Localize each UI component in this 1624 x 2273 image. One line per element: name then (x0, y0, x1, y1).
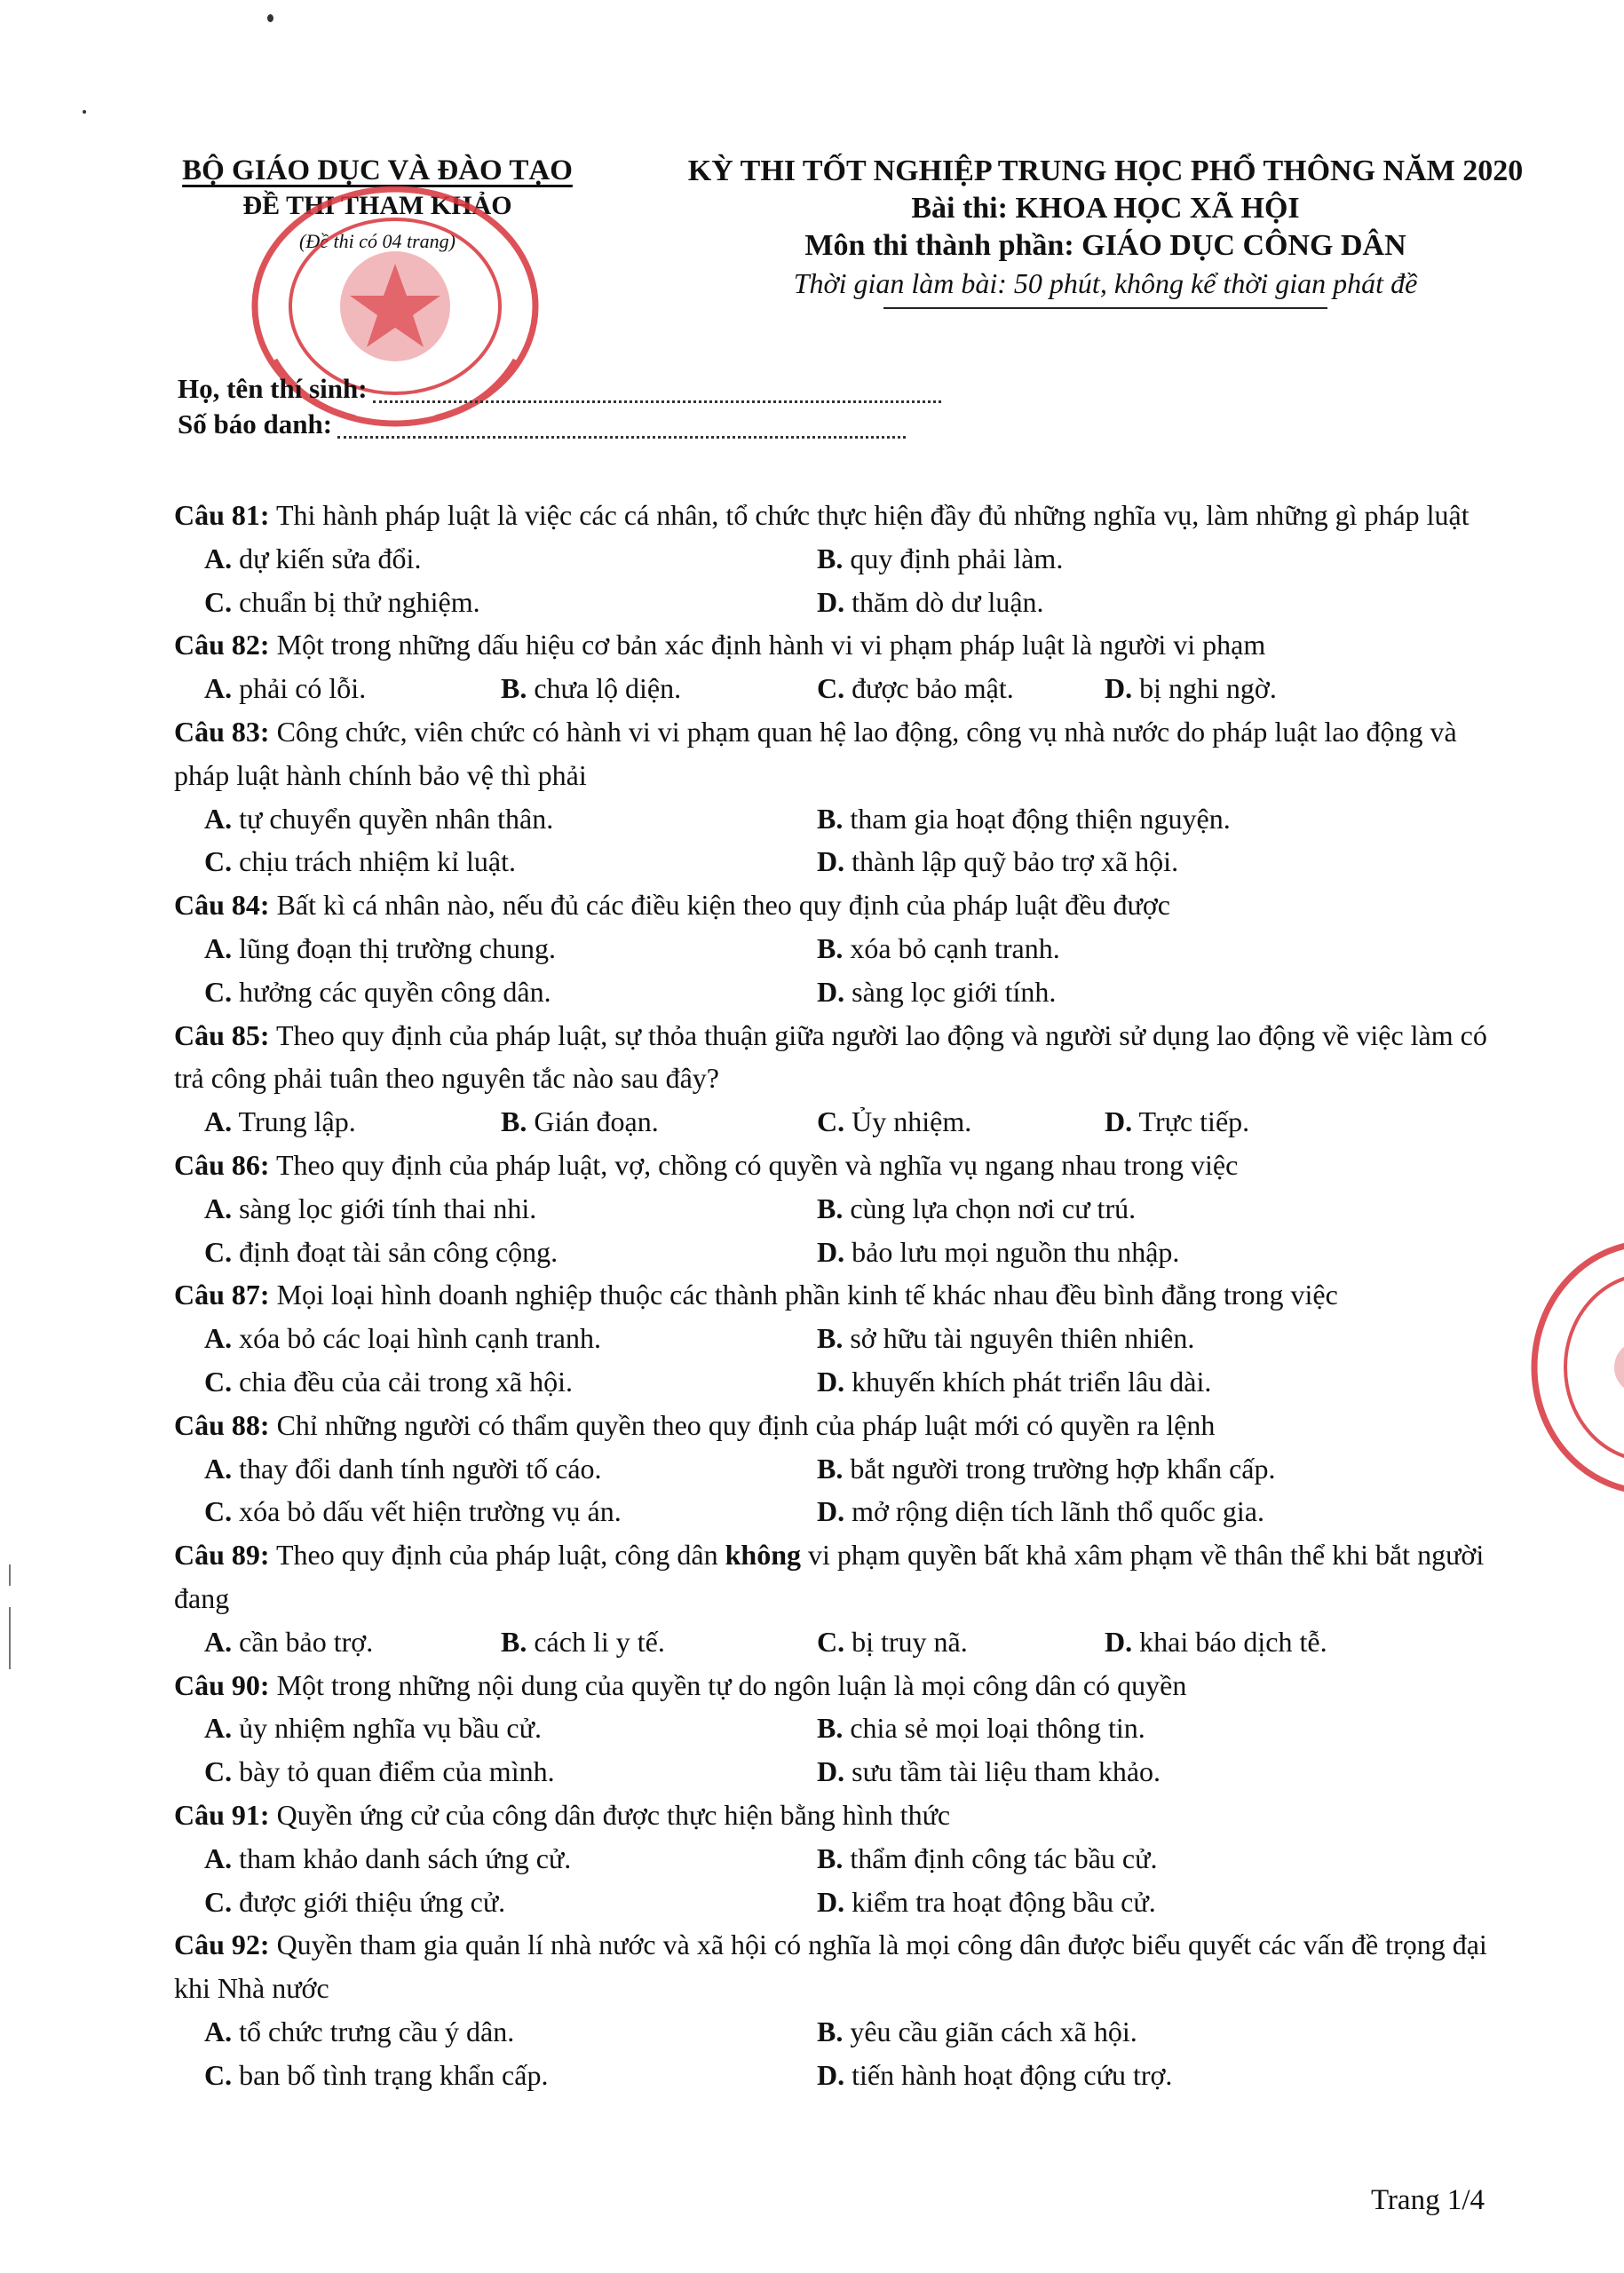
option-b[interactable]: B. Gián đoạn. (501, 1105, 659, 1138)
option-b[interactable]: B. quy định phải làm. (817, 542, 1064, 574)
option-b[interactable]: B. sở hữu tài nguyên thiên nhiên. (817, 1322, 1195, 1355)
scan-speck (267, 14, 273, 22)
candidate-name-field[interactable] (373, 379, 941, 403)
option-d[interactable]: D. tiến hành hoạt động cứu trợ. (817, 2058, 1173, 2091)
option-d[interactable]: D. sưu tầm tài liệu tham khảo. (817, 1755, 1161, 1788)
option-c[interactable]: C. được bảo mật. (817, 672, 1014, 705)
option-c[interactable]: C. xóa bỏ dấu vết hiện trường vụ án. (204, 1495, 622, 1528)
option-d[interactable]: D. thành lập quỹ bảo trợ xã hội. (817, 845, 1179, 878)
option-a[interactable]: A. tự chuyển quyền nhân thân. (204, 802, 554, 835)
question-92 (174, 1923, 1497, 2096)
option-a[interactable]: A. Trung lập. (204, 1105, 356, 1138)
exam-component: Môn thi thành phần: GIÁO DỤC CÔNG DÂN (804, 229, 1406, 262)
document-type: ĐỀ THI THAM KHẢO (242, 191, 512, 220)
option-d[interactable]: D. mở rộng diện tích lãnh thổ quốc gia. (817, 1495, 1264, 1528)
option-c[interactable]: C. Ủy nhiệm. (817, 1105, 972, 1138)
title-underline (883, 307, 1327, 309)
question-text: Mọi loại hình doanh nghiệp thuộc các thành phần kinh tế khác nhau đều bình đẳng trong việc (276, 1279, 1338, 1311)
option-d[interactable]: D. thăm dò dư luận. (817, 585, 1044, 618)
answer-options (174, 2010, 1497, 2097)
answer-options (174, 1837, 1497, 1924)
option-c[interactable]: C. bày tỏ quan điểm của mình. (204, 1755, 555, 1788)
option-b[interactable]: B. chưa lộ diện. (501, 672, 682, 705)
option-d[interactable]: D. Trực tiếp. (1105, 1105, 1250, 1138)
option-c[interactable]: C. chia đều của cải trong xã hội. (204, 1365, 573, 1398)
question-89 (174, 1533, 1497, 1663)
question-number: Câu 86: (174, 1148, 270, 1181)
option-b[interactable]: B. xóa bỏ cạnh tranh. (817, 931, 1060, 964)
option-d[interactable]: D. kiểm tra hoạt động bầu cử. (817, 1885, 1156, 1918)
option-c[interactable]: C. chịu trách nhiệm kỉ luật. (204, 845, 517, 878)
question-83 (174, 710, 1497, 883)
answer-options (174, 797, 1497, 884)
question-82 (174, 623, 1497, 710)
question-number: Câu 81: (174, 499, 270, 531)
option-c[interactable]: C. hưởng các quyền công dân. (204, 975, 551, 1008)
option-a[interactable]: A. cần bảo trợ. (204, 1625, 374, 1658)
question-list (174, 494, 1497, 2096)
question-87 (174, 1273, 1497, 1403)
question-text: Quyền tham gia quản lí nhà nước và xã hội có nghĩa là mọi công dân được biểu quyết các vấn đề trọng đại khi Nhà nước (174, 1928, 1487, 2005)
question-91 (174, 1794, 1497, 1923)
question-text: Theo quy định của pháp luật, sự thỏa thuận giữa người lao động và người sử dụng lao động về việc làm có trả công phải tuân theo nguyên tắc nào sau đây? (174, 1018, 1487, 1095)
question-90 (174, 1664, 1497, 1794)
question-text: Một trong những nội dung của quyền tự do ngôn luận là mọi công dân có quyền (276, 1668, 1187, 1701)
answer-options (174, 1447, 1497, 1534)
page-number: Trang 1/4 (1370, 2184, 1485, 2216)
option-c[interactable]: C. chuẩn bị thử nghiệm. (204, 585, 480, 618)
question-text: Một trong những dấu hiệu cơ bản xác định hành vi vi phạm pháp luật là người vi phạm (276, 629, 1266, 661)
question-number: Câu 88: (174, 1408, 270, 1441)
candidate-name-row (178, 371, 941, 407)
option-c[interactable]: C. ban bố tình trạng khẩn cấp. (204, 2058, 549, 2091)
option-a[interactable]: A. lũng đoạn thị trường chung. (204, 931, 556, 964)
question-81 (174, 494, 1497, 623)
candidate-id-label: Số báo danh: (178, 408, 333, 440)
issuer-block (164, 153, 590, 259)
answer-options (174, 927, 1497, 1014)
option-a[interactable]: A. tổ chức trưng cầu ý dân. (204, 2015, 515, 2047)
question-number: Câu 92: (174, 1928, 270, 1961)
question-text: Thi hành pháp luật là việc các cá nhân, tổ chức thực hiện đầy đủ những nghĩa vụ, làm những gì pháp luật (275, 499, 1470, 531)
option-d[interactable]: D. khai báo dịch tễ. (1105, 1625, 1327, 1658)
answer-options (174, 537, 1497, 624)
exam-title: KỲ THI TỐT NGHIỆP TRUNG HỌC PHỔ THÔNG NĂM 2020 (687, 154, 1524, 187)
option-a[interactable]: A. phải có lỗi. (204, 672, 367, 705)
option-b[interactable]: B. yêu cầu giãn cách xã hội. (817, 2015, 1137, 2047)
option-a[interactable]: A. tham khảo danh sách ứng cử. (204, 1841, 572, 1874)
question-text: Công chức, viên chức có hành vi vi phạm quan hệ lao động, công vụ nhà nước do pháp luật lao động và pháp luật hành chính bảo vệ thì phải (174, 715, 1457, 791)
issuer-name: BỘ GIÁO DỤC VÀ ĐÀO TẠO (182, 154, 573, 186)
question-number: Câu 84: (174, 889, 270, 922)
question-text: Quyền ứng cử của công dân được thực hiện bằng hình thức (276, 1798, 951, 1831)
option-a[interactable]: A. dự kiến sửa đổi. (204, 542, 422, 574)
question-number: Câu 89: (174, 1539, 270, 1572)
option-b[interactable]: B. cùng lựa chọn nơi cư trú. (817, 1192, 1137, 1224)
answer-options (174, 1620, 1497, 1664)
option-c[interactable]: C. định đoạt tài sản công cộng. (204, 1235, 558, 1268)
candidate-info (178, 371, 941, 442)
question-number: Câu 85: (174, 1018, 270, 1051)
option-a[interactable]: A. thay đổi danh tính người tố cáo. (204, 1452, 602, 1485)
option-d[interactable]: D. bị nghi ngờ. (1105, 672, 1277, 705)
question-84 (174, 883, 1497, 1013)
scan-mark (9, 1564, 11, 1586)
question-emphasis: không (725, 1539, 802, 1572)
answer-options (174, 1317, 1497, 1404)
question-text: Theo quy định của pháp luật, vợ, chồng có quyền và nghĩa vụ ngang nhau trong việc (275, 1148, 1239, 1181)
option-b[interactable]: B. chia sẻ mọi loại thông tin. (817, 1712, 1145, 1745)
option-b[interactable]: B. cách li y tế. (501, 1625, 665, 1658)
option-a[interactable]: A. xóa bỏ các loại hình cạnh tranh. (204, 1322, 601, 1355)
question-number: Câu 83: (174, 715, 270, 748)
scan-mark (9, 1607, 11, 1669)
scan-speck (83, 110, 86, 114)
answer-options (174, 667, 1497, 710)
option-c[interactable]: C. được giới thiệu ứng cử. (204, 1885, 506, 1918)
candidate-id-row (178, 407, 941, 442)
question-text: Bất kì cá nhân nào, nếu đủ các điều kiện theo quy định của pháp luật đều được (276, 889, 1170, 922)
question-text-cont: vi phạm quyền bất khả xâm phạm về thân thể khi bắt người đang (174, 1539, 1485, 1614)
edge-seal-stamp (1525, 1234, 1624, 1501)
exam-duration: Thời gian làm bài: 50 phút, không kể thời gian phát đề (793, 267, 1418, 299)
option-b[interactable]: B. bắt người trong trường hợp khẩn cấp. (817, 1452, 1276, 1485)
option-d[interactable]: D. sàng lọc giới tính. (817, 975, 1057, 1008)
candidate-name-label: Họ, tên thí sinh: (178, 373, 368, 404)
question-number: Câu 90: (174, 1668, 270, 1701)
option-b[interactable]: B. thẩm định công tác bầu cử. (817, 1841, 1158, 1874)
answer-options (174, 1707, 1497, 1794)
answer-options (174, 1187, 1497, 1274)
question-number: Câu 91: (174, 1798, 270, 1831)
exam-title-block (622, 153, 1589, 309)
option-d[interactable]: D. bảo lưu mọi nguồn thu nhập. (817, 1235, 1180, 1268)
option-d[interactable]: D. khuyến khích phát triển lâu dài. (817, 1365, 1212, 1398)
question-88 (174, 1404, 1497, 1533)
question-number: Câu 82: (174, 629, 270, 661)
question-number: Câu 87: (174, 1279, 270, 1311)
option-c[interactable]: C. bị truy nã. (817, 1625, 968, 1658)
option-a[interactable]: A. sàng lọc giới tính thai nhi. (204, 1192, 537, 1224)
question-86 (174, 1144, 1497, 1273)
exam-subject: Bài thi: KHOA HỌC XÃ HỘI (911, 192, 1300, 225)
candidate-id-field[interactable] (337, 415, 906, 439)
question-text: Theo quy định của pháp luật, công dân (275, 1539, 718, 1572)
answer-options (174, 1100, 1497, 1144)
question-text: Chỉ những người có thẩm quyền theo quy định của pháp luật mới có quyền ra lệnh (276, 1408, 1216, 1441)
option-a[interactable]: A. ủy nhiệm nghĩa vụ bầu cử. (204, 1712, 542, 1745)
page-count-note: (Đề thi có 04 trang) (299, 230, 456, 252)
question-85 (174, 1014, 1497, 1144)
option-b[interactable]: B. tham gia hoạt động thiện nguyện. (817, 802, 1231, 835)
